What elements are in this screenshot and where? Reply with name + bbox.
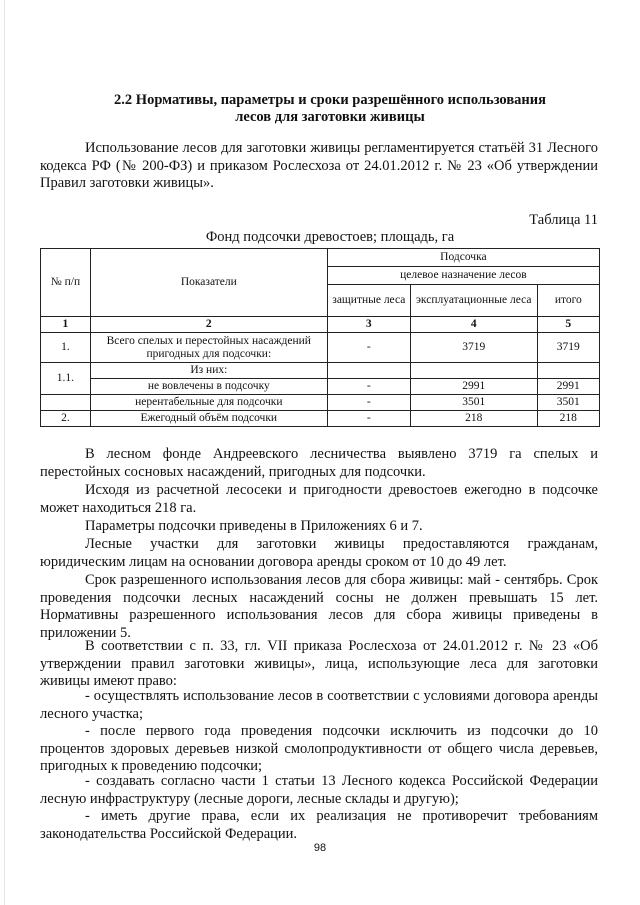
table-row <box>41 363 600 379</box>
table-row <box>41 333 600 363</box>
row-label: Ежегодный объём подсочки <box>90 411 327 427</box>
tapping-fund-table <box>40 248 600 427</box>
row-exploitation: 218 <box>410 411 537 427</box>
col-number: 1 <box>41 317 91 333</box>
row-num: 1.1. <box>41 363 91 395</box>
row-label: нерентабельные для подсочки <box>90 395 327 411</box>
list-item: - иметь другие права, если их реализация не противоречит требованиям законодательства Российской Федерации. <box>40 808 598 842</box>
row-exploitation <box>410 363 537 379</box>
row-total: 3719 <box>537 333 599 363</box>
col-number: 3 <box>327 317 410 333</box>
col-number: 5 <box>537 317 599 333</box>
list-item: - создавать согласно части 1 статьи 13 Лесного кодекса Российской Федерации лесную инфраструктуру (лесные дороги, лесные склады и другую); <box>40 773 598 807</box>
list-item: - после первого года проведения подсочки исключить из подсочки до 10 процентов здоровых деревьев низкой смолопродуктивности от общего числа деревьев, пригодных к проведению подсочки; <box>40 723 598 774</box>
table-title: Фонд подсочки древостоев; площадь, га <box>205 229 455 245</box>
body-paragraph: Параметры подсочки приведены в Приложениях 6 и 7. <box>85 518 423 534</box>
section-heading-line-1: 2.2 Нормативы, параметры и сроки разрешённого использования <box>114 92 546 108</box>
table-row <box>41 395 600 411</box>
col-number: 2 <box>90 317 327 333</box>
body-paragraph: Исходя из расчетной лесосеки и пригодности древостоев ежегодно в подсочке может находиться 218 га. <box>40 482 598 516</box>
list-item: - осуществлять использование лесов в соответствии с условиями договора аренды лесного участка; <box>40 688 598 722</box>
row-protective: - <box>327 379 410 395</box>
row-protective <box>327 363 410 379</box>
col-number: 4 <box>410 317 537 333</box>
page-number: 98 <box>313 842 327 854</box>
body-paragraph: В лесном фонде Андреевского лесничества выявлено 3719 га спелых и перестойных сосновых насаждений, пригодных для подсочки. <box>40 446 598 480</box>
row-num <box>41 395 91 411</box>
row-exploitation: 3719 <box>410 333 537 363</box>
section-heading <box>40 92 620 126</box>
section-heading-line-2: лесов для заготовки живицы <box>235 109 425 125</box>
row-label: не вовлечены в подсочку <box>90 379 327 395</box>
body-paragraph: Срок разрешенного использования лесов для сбора живицы: май - сентябрь. Срок проведения подсочки лесных насаждений сосны не должен превышать 15 лет. Нормативны разрешенного использования лесов для сбора живицы приведены в приложении 5. <box>40 572 598 641</box>
body-paragraph: Лесные участки для заготовки живицы предоставляются гражданам, юридическим лицам на основании договора аренды сроком от 10 до 49 лет. <box>40 536 598 570</box>
header-total: итого <box>537 285 599 317</box>
row-num: 1. <box>41 333 91 363</box>
table-number-label: Таблица 11 <box>529 212 598 228</box>
header-tapping: Подсочка <box>327 249 599 267</box>
row-num: 2. <box>41 411 91 427</box>
table-row <box>41 379 600 395</box>
row-total: 2991 <box>537 379 599 395</box>
row-protective: - <box>327 395 410 411</box>
row-total <box>537 363 599 379</box>
row-exploitation: 2991 <box>410 379 537 395</box>
row-label: Всего спелых и перестойных насаждений пригодных для подсочки: <box>90 333 327 363</box>
row-protective: - <box>327 411 410 427</box>
scan-margin-line <box>4 0 5 905</box>
row-protective: - <box>327 333 410 363</box>
row-total: 3501 <box>537 395 599 411</box>
body-paragraph: В соответствии с п. 33, гл. VII приказа Рослесхоза от 24.01.2012 г. № 23 «Об утверждении правил заготовки живицы», лица, использующие леса для заготовки живицы имеют право: <box>40 638 598 689</box>
row-total: 218 <box>537 411 599 427</box>
intro-paragraph: Использование лесов для заготовки живицы регламентируется статьёй 31 Лесного кодекса РФ (№ 200-ФЗ) и приказом Рослесхоза от 24.01.2012 г. № 23 «Об утверждении Правил заготовки живицы». <box>40 140 598 191</box>
table-row <box>41 411 600 427</box>
header-purpose: целевое назначение лесов <box>327 267 599 285</box>
header-num: № п/п <box>41 249 91 317</box>
row-exploitation: 3501 <box>410 395 537 411</box>
header-indicators: Показатели <box>90 249 327 317</box>
header-exploitation: эксплуатационные леса <box>410 285 537 317</box>
row-label: Из них: <box>90 363 327 379</box>
header-protective: защитные леса <box>327 285 410 317</box>
